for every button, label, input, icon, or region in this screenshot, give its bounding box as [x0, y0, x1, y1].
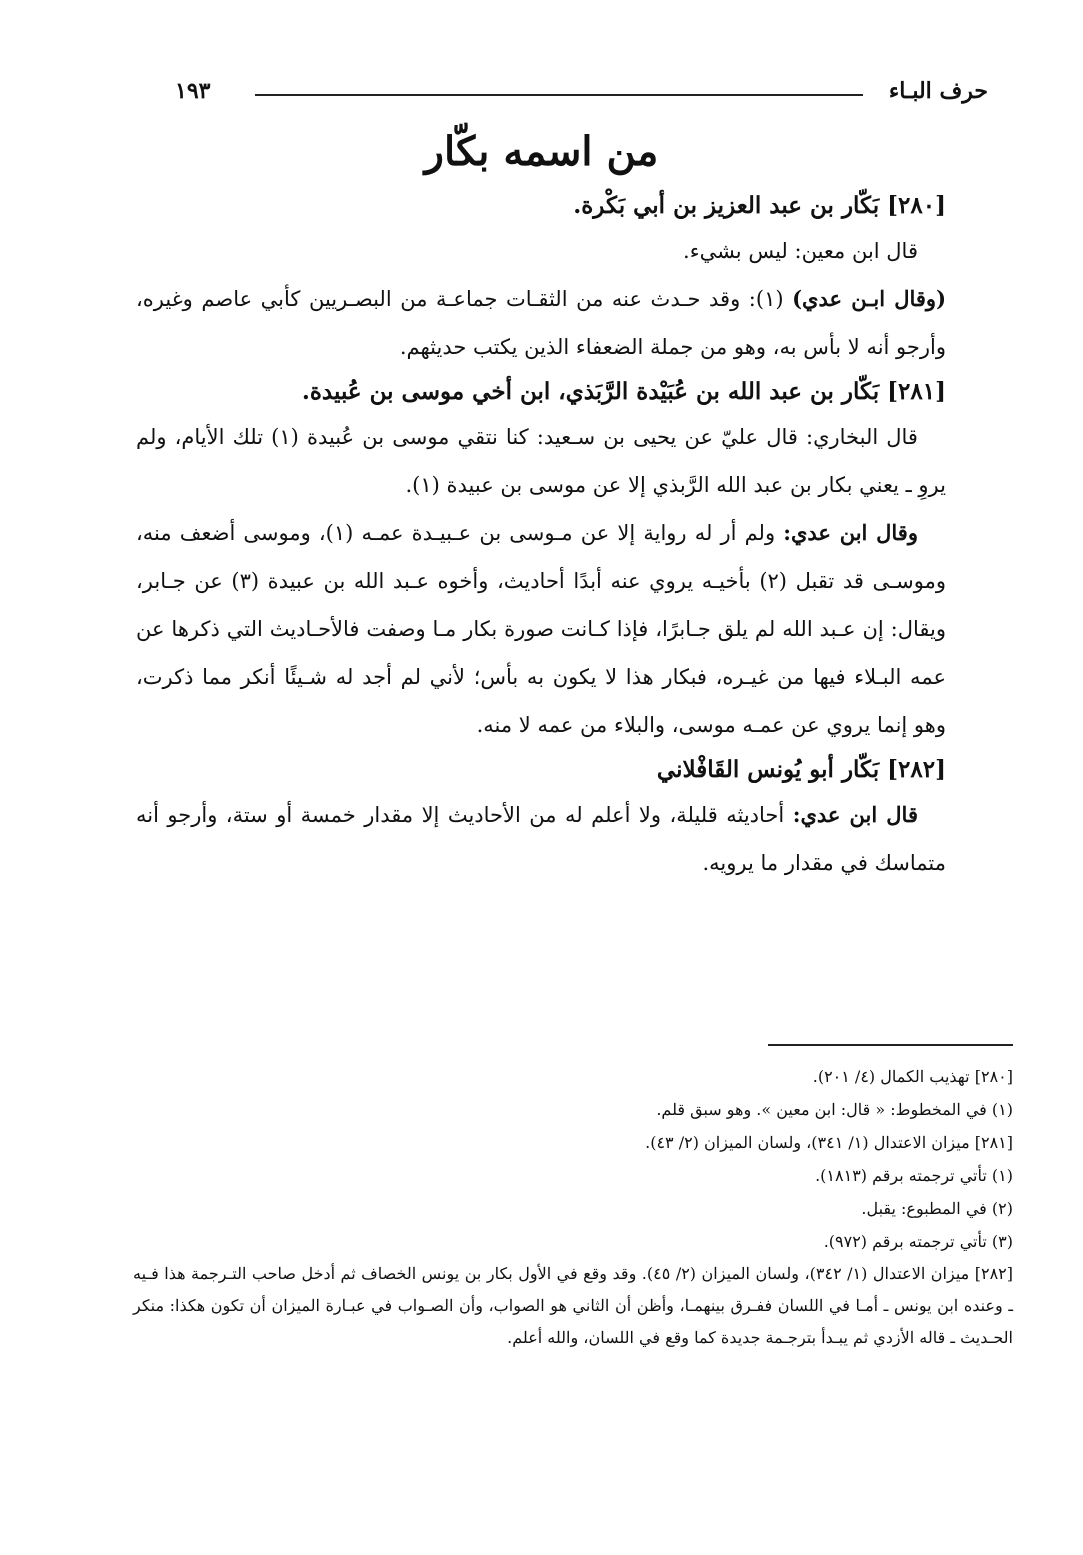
paragraph	[136, 227, 946, 275]
paragraph	[136, 791, 946, 887]
paragraph-text: قال البخاري: قال عليّ عن يحيى بن سـعيد: كنا نتقي موسى بن عُبيدة (١) تلك الأيام، ولم يروِ ـ يعني بكار بن عبد الله الرَّبذي إلا عن موسى بن عبيدة (١).	[136, 425, 946, 497]
entry-282	[136, 749, 946, 887]
paragraph-text: (١): وقد حـدث عنه من الثقـات جماعـة من البصـريين كأبي عاصم وغيره، وأرجو أنه لا بأس به، وهو من جملة الضعفاء الذين يكتب حديثهم.	[136, 287, 946, 359]
footnote: [٢٨٢] ميزان الاعتدال (١/ ٣٤٢)، ولسان الميزان (٢/ ٤٥). وقد وقع في الأول بكار بن يونس الخصاف ثم أدخل صاحب التـرجمة هذا فـيه ـ وعنده ابن يونس ـ أمـا في اللسان ففـرق بينهمـا، وأظن أن الثاني هو الصواب، وأن الصـواب في عبـارة الميزان أن تكون هكذا: منكر الحـديث ـ قاله الأزدي ثم يبـدأ بترجـمة جديدة كما وقع في اللسان، والله أعلم.	[133, 1264, 1013, 1347]
running-header	[175, 78, 988, 114]
entry-heading: [٢٨٢] بَكّار أبو يُونس القَافْلاني	[656, 756, 946, 783]
footnote-rule	[768, 1044, 1013, 1046]
entry-281	[136, 371, 946, 749]
footnote: [٢٨٠] تهذيب الكمال (٤/ ٢٠١).	[812, 1067, 1013, 1086]
footnote: (١) في المخطوط: « قال: ابن معين ». وهو سبق قلم.	[656, 1100, 1013, 1119]
header-rule	[255, 94, 863, 96]
paragraph-lead: (وقال ابـن عدي)	[792, 286, 947, 311]
paragraph-lead: قال ابن عدي:	[792, 802, 918, 827]
footnote: (١) تأتي ترجمته برقم (١٨١٣).	[815, 1166, 1013, 1185]
running-header-title: حرف البـاء	[888, 78, 988, 104]
footnotes	[133, 1044, 1013, 1354]
paragraph-text: ولم أر له رواية إلا عن مـوسى بن عـبيـدة عمـه (١)، وموسى أضعف منه، وموسـى قد تقبل (٢) بأخيـه يروي عنه أبدًا أحاديث، وأخوه عـبد الله بن عبيدة (٣) عن جـابر، ويقال: إن عـبد الله لم يلق جـابرًا، فإذا كـانت صورة بكار مـا وصفت فالأحـاديث التي ذكرها عن عمه البـلاء فيها من غيـره، فبكار هذا لا يكون به بأس؛ لأني لم أجد له شـيئًا أنكر مما ذكرت، وهو إنما يروي عن عمـه موسى، والبلاء من عمه لا منه.	[136, 521, 946, 737]
paragraph	[136, 413, 946, 509]
entry-heading: [٢٨٠] بَكّار بن عبد العزيز بن أبي بَكْرة.	[573, 192, 946, 219]
page-number: ١٩٣	[175, 78, 211, 104]
paragraph	[136, 275, 946, 371]
footnote: (٣) تأتي ترجمته برقم (٩٧٢).	[823, 1232, 1013, 1251]
entry-280	[136, 185, 946, 371]
entry-heading: [٢٨١] بَكّار بن عبد الله بن عُبَيْدة الرَّبَذي، ابن أخي موسى بن عُبيدة.	[301, 378, 946, 405]
paragraph	[136, 509, 946, 749]
paragraph-text: أحاديثه قليلة، ولا أعلم له من الأحاديث إلا مقدار خمسة أو ستة، وأرجو أنه متماسك في مقدار ما يرويه.	[136, 803, 946, 875]
section-title: من اسمه بكّار	[424, 128, 659, 175]
footnote: [٢٨١] ميزان الاعتدال (١/ ٣٤١)، ولسان الميزان (٢/ ٤٣).	[645, 1133, 1013, 1152]
paragraph-text: قال ابن معين: ليس بشيء.	[683, 239, 918, 263]
footnote: (٢) في المطبوع: يقبل.	[861, 1199, 1013, 1218]
main-text	[136, 185, 946, 887]
paragraph-lead: وقال ابن عدي:	[783, 520, 918, 545]
